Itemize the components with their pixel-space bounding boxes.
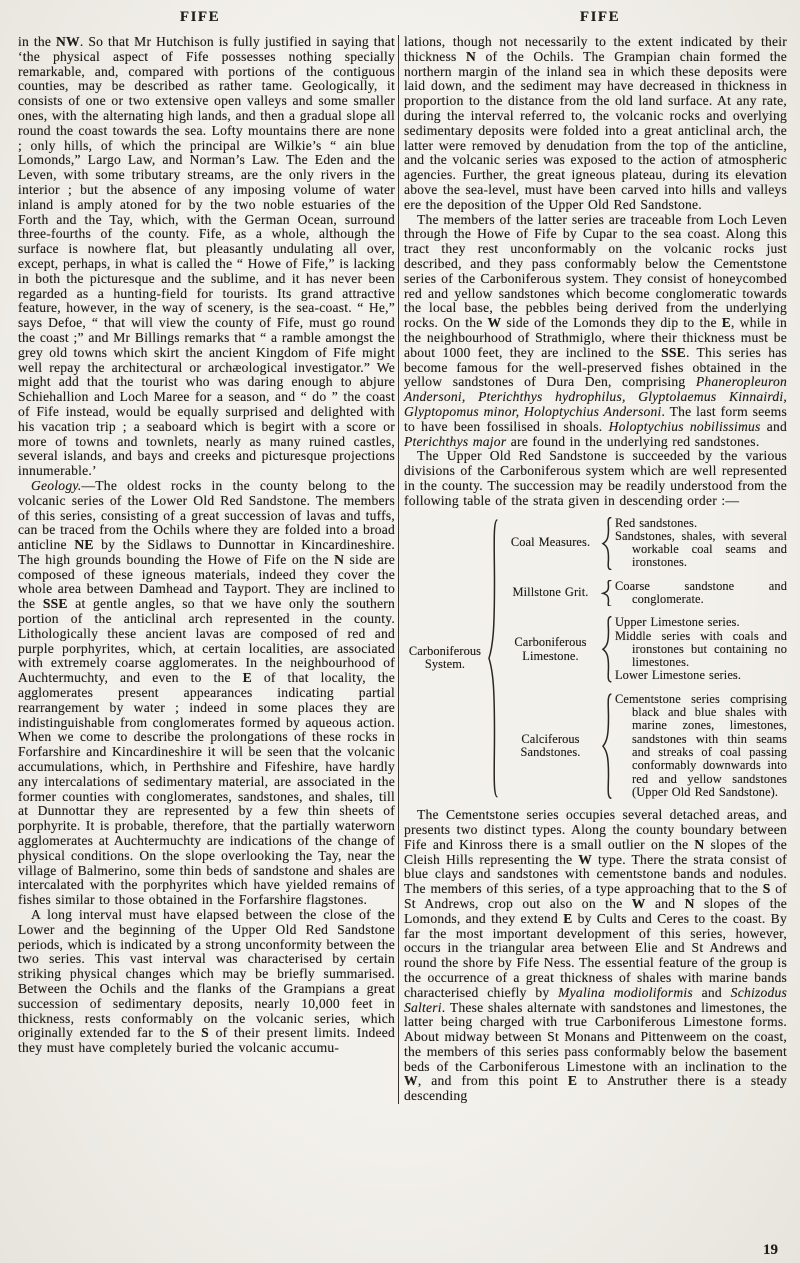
group-brace-icon [601, 580, 614, 607]
paragraph: The Cementstone series occupies several detached areas, and presents two distinct types. Along the county boundary between Fife and Kinross there is a small outlier on the N slopes of the Cleish Hills representing the W type. There the strata consist of blue clays and sandstones with cementstone bands and nodules. The members of this series, of a type approaching that to the S of St Andrews, crop out also on the W and N slopes of the Lomonds, and they extend E by Cults and Ceres to the coast. By far the most important development of this series, however, occurs in the triangular area between Elie and St Andrews and round the shore by Fife Ness. The essential feature of the group is the occurrence of a great thickness of shales with marine bands characterised chiefly by Myalina modioliformis and Schizodus Salteri. These shales alternate with sandstones and limestones, the latter being charged with true Carboniferous Limestone forms. About midway between St Monans and Pittenweem on the coast, the members of this series pass conformably below the basement beds of the Carboniferous Limestone with an inclination to the W, and from this point E to Anstruther there is a steady descending [404, 807, 788, 1104]
running-heads [0, 0, 800, 26]
paragraph: A long interval must have elapsed between the close of the Lower and the beginning of the Upper Old Red Sandstone periods, which is indicated by a strong unconformity between the two series. This vast interval was characterised by certain striking physical changes which may be briefly summarised. Between the Ochils and the flanks of the Grampians a great succession of sedimentary deposits, nearly 10,000 feet in thickness, rests conformably on the volcanic series, which originally extended far to the S of their present limits. Indeed they must have completely buried the volcanic accumu- [18, 907, 395, 1056]
paragraph: The members of the latter series are traceable from Loch Leven through the Howe of Fife by Cupar to the sea coast. Along this tract they rest unconformably on the volcanic rocks just described, and they pass conformably below the Cementstone series of the Carboniferous system. They consist of honeycombed red and yellow sandstones which become conglomeratic towards the local base, the pebbles being derived from the underlying rocks. On the W side of the Lomonds they dip to the E, while in the neighbourhood of Strathmiglo, where their thickness must be about 1000 feet, they are inclined to the SSE. This series has become famous for the well-preserved fishes obtained in the yellow sandstones of Dura Den, comprising Phaneropleuron Andersoni, Pterichthys hydrophilus, Glyptolaemus Kinnairdi, Glyptopomus minor, Holoptychius Andersoni. The last form seems to have been fossilised in shoals. Holoptychius nobilissimus and Pterichthys major are found in the underlying red sandstones. [404, 211, 788, 449]
running-head-right: FIFE [579, 9, 621, 25]
outer-brace-icon [487, 517, 500, 800]
group-brace-icon [601, 616, 614, 682]
group-brace-icon [601, 517, 614, 570]
right-column-upper-text [404, 35, 787, 509]
right-column [404, 35, 787, 1104]
paragraph: lations, though not necessarily to the extent indicated by their thickness N of the Ochils. The Grampian chain formed the northern margin of the inland sea in which these deposits were laid down, and the sediment may have decreased in thickness in proportion to the distance from the old land surface. At any rate, during the interval referred to, the volcanic rocks and overlying sedimentary deposits were folded into a great anticlinal arch, the latter were removed by denudation from the top of the anticline, and the volcanic series was exposed to the action of atmospheric agencies. Further, the great igneous plateau, during its elevation above the sea-level, must have been carved into hills and valleys ere the deposition of the Upper Old Red Sandstone. [404, 34, 787, 212]
right-column-lower-text [404, 808, 787, 1104]
strata-item: Coarse sandstone and conglomerate. [615, 578, 787, 606]
strata-item: Upper Limestone series. [615, 615, 740, 630]
group-label: Coal Measures. [510, 535, 591, 550]
strata-group [501, 517, 787, 570]
strata-item: Red sandstones. [615, 515, 698, 530]
strata-group [501, 616, 787, 682]
left-column [18, 35, 395, 1104]
paragraph: The Upper Old Red Sandstone is succeeded by the various divisions of the Carboniferous system which are well represented in the county. The succession may be readily understood from the following table of the strata given in descending order :— [404, 448, 787, 508]
text-columns [0, 35, 800, 1104]
strata-group [501, 580, 787, 607]
paragraph: Geology.—The oldest rocks in the county belong to the volcanic series of the Lower Old Red Sandstone. The members of this series, consisting of a great succession of lavas and tuffs, can be traced from the Ochils where they are folded into a broad anticline NE by the Sidlaws to Dunnottar in Kincardineshire. The high grounds bounding the Howe of Fife on the N side are composed of these igneous materials, indeed they cover the whole area between Damhead and Tayport. They are inclined to the SSE at gentle angles, so that we have only the southern portion of the anticlinal arch represented in the county. Lithologically these ancient lavas are composed of red and purple porphyrites, which, at certain localities, are associated with extremely coarse agglomerates. In the neighbourhood of Auchtermuchty, and even to the E of that locality, the agglomerates present appearances indicating partial rearrangement by water ; indeed in some places they are indistinguishable from conglomerates formed by aqueous action. When we come to describe the prolongations of these rocks in Forfarshire and Kincardineshire it will be seen that the volcanic accumulations, which, in Perthshire and Fifeshire, have hardly any intercalations of sedimentary material, are associated in the former counties with conglomerates, sandstones, and shales, till at Dunnottar they are represented by a few thin sheets of porphyrite. It is probable, therefore, that the partially waterworn agglomerates at Auchtermuchty are indications of the change of physical conditions. On the slope overlooking the Tay, near the village of Balmerino, some thin beds of sandstone and shales are intercalated with the porphyrites which have yielded remains of fishes similar to those obtained in the Forfarshire flagstones. [18, 477, 396, 908]
strata-item: Cementstone series comprising black and blue shales with marine zones, limestones, sandstones with thin seams and streaks of coal passing conformably downwards into red and yellow sandstones (Upper Old Red Sandstone). [615, 691, 787, 799]
group-label: Calciferous Sandstones. [520, 731, 581, 759]
running-head-left: FIFE [179, 9, 221, 25]
strata-table [404, 517, 787, 800]
column-divider-rule [398, 35, 399, 1104]
page-number: 19 [763, 1242, 778, 1258]
strata-group [501, 693, 787, 799]
group-label: Carboniferous Limestone. [514, 635, 587, 663]
strata-item: Middle series with coals and ironstones but containing no limestones. [615, 628, 787, 670]
strata-item: Lower Limestone series. [615, 668, 742, 683]
group-label: Millstone Grit. [512, 585, 589, 600]
system-label: Carboniferous System. [408, 643, 482, 671]
paragraph: in the NW. So that Mr Hutchison is fully justified in saying that ‘the physical aspect of Fife possesses nothing specially remarkable, and, compared with portions of the contiguous counties, may be described as rather tame. Geologically, it consists of one or two extensive open valleys and some smaller ones, with the alternating high lands, and then a gradual slope all round the coast towards the sea. Lofty mountains there are none ; only hills, of which the principal are Wilkie’s “ ain blue Lomonds,” Largo Law, and Norman’s Law. The Eden and the Leven, with some tributary streams, are the only rivers in the interior ; but the absence of any imposing volume of water inland is amply atoned for by the two noble estuaries of the Forth and the Tay, which, with the German Ocean, surround three-fourths of the county. Fife, as a whole, although the surface is nowhere flat, but pleasantly undulating all over, except, perhaps, in what is called the “ Howe of Fife,” is lacking in both the picturesque and the sublime, and it has never been regarded as a hunting-field for tourists. Its grand attractive feature, however, in the way of scenery, is the sea-coast. “ He,” says Defoe, “ that will view the county of Fife, must go round the coast ;” and Mr Billings remarks that “ a ramble amongst the grey old towns which skirt the ancient Kingdom of Fife might well repay the architectural or archæological investigator.” We might add that the tourist who was daring enough to abjure Schiehallion and Loch Maree for a season, and “ do ” the coast of Fife instead, would be equally surprised and delighted with his vacation trip ; a seaboard which is begirt with a score or more of towns and townlets, nearly as many ruined castles, several islands, and bays and creeks and picturesque projections innumerable.’ [18, 34, 395, 479]
group-brace-icon [601, 693, 614, 799]
strata-item: Sandstones, shales, with several workable coal seams and ironstones. [615, 528, 787, 570]
